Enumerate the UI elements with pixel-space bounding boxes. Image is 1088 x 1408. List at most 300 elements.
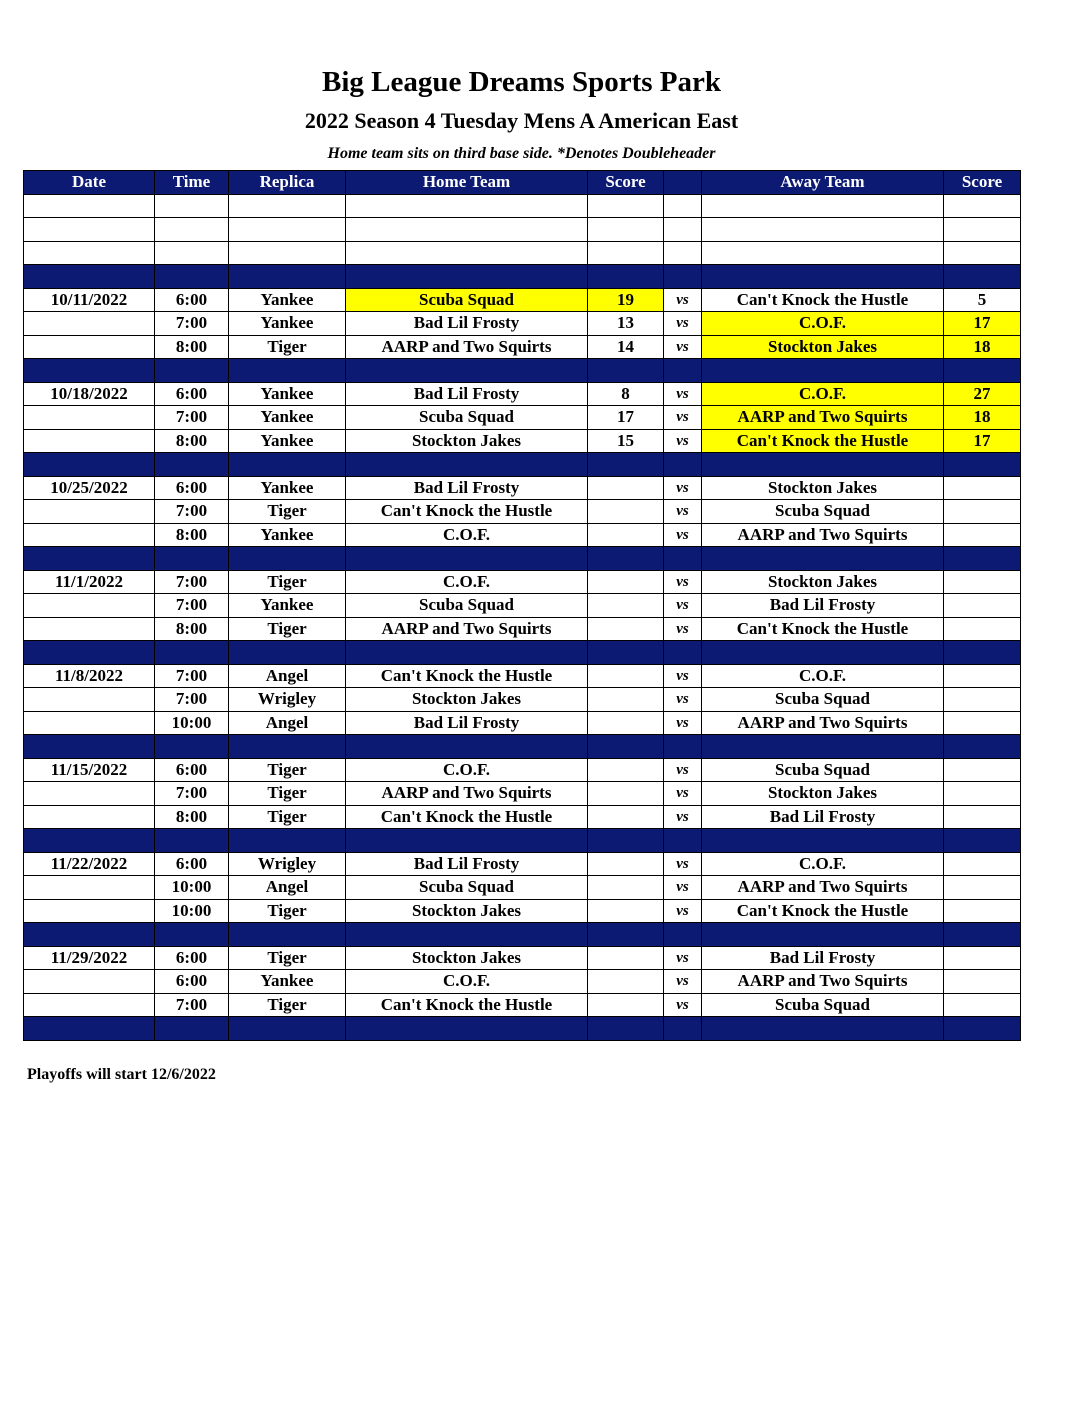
date-cell: 11/8/2022 <box>24 664 155 688</box>
date-cell <box>24 782 155 806</box>
home-score-cell: 14 <box>588 335 664 359</box>
vs-cell <box>664 218 702 242</box>
time-cell: 10:00 <box>155 711 229 735</box>
week-separator-row <box>24 641 1021 665</box>
replica-cell: Tiger <box>229 946 346 970</box>
schedule-table <box>23 170 1021 1041</box>
time-cell: 7:00 <box>155 782 229 806</box>
time-cell: 8:00 <box>155 617 229 641</box>
game-row <box>24 312 1021 336</box>
home-score-cell <box>588 500 664 524</box>
time-cell <box>155 641 229 665</box>
game-row <box>24 970 1021 994</box>
replica-cell <box>229 265 346 289</box>
vs-cell: vs <box>664 406 702 430</box>
away-score-cell: 18 <box>944 335 1021 359</box>
away-score-cell: 5 <box>944 288 1021 312</box>
replica-cell <box>229 453 346 477</box>
away-team-cell: Stockton Jakes <box>702 570 944 594</box>
date-cell <box>24 453 155 477</box>
game-row <box>24 993 1021 1017</box>
date-cell <box>24 359 155 383</box>
replica-cell <box>229 218 346 242</box>
away-score-cell <box>944 923 1021 947</box>
home-team-cell: Can't Knock the Hustle <box>346 993 588 1017</box>
replica-cell: Wrigley <box>229 688 346 712</box>
date-cell <box>24 335 155 359</box>
date-cell: 11/1/2022 <box>24 570 155 594</box>
game-row <box>24 852 1021 876</box>
home-team-cell: Bad Lil Frosty <box>346 382 588 406</box>
home-score-cell <box>588 523 664 547</box>
game-row <box>24 500 1021 524</box>
game-row <box>24 594 1021 618</box>
time-cell <box>155 194 229 218</box>
home-team-cell <box>346 359 588 383</box>
replica-cell: Tiger <box>229 993 346 1017</box>
away-team-cell: AARP and Two Squirts <box>702 711 944 735</box>
game-row <box>24 429 1021 453</box>
vs-cell: vs <box>664 805 702 829</box>
away-team-cell <box>702 641 944 665</box>
away-team-cell <box>702 194 944 218</box>
replica-cell: Yankee <box>229 970 346 994</box>
week-separator-row <box>24 547 1021 571</box>
away-score-cell <box>944 523 1021 547</box>
home-team-cell <box>346 453 588 477</box>
away-score-cell <box>944 946 1021 970</box>
col-header-date: Date <box>24 171 155 195</box>
away-team-cell: Stockton Jakes <box>702 476 944 500</box>
away-team-cell: Can't Knock the Hustle <box>702 899 944 923</box>
home-team-cell <box>346 265 588 289</box>
vs-cell: vs <box>664 594 702 618</box>
blank-row <box>24 194 1021 218</box>
away-team-cell: C.O.F. <box>702 664 944 688</box>
away-score-cell <box>944 500 1021 524</box>
time-cell: 7:00 <box>155 312 229 336</box>
away-score-cell <box>944 876 1021 900</box>
game-row <box>24 688 1021 712</box>
date-cell: 10/25/2022 <box>24 476 155 500</box>
time-cell <box>155 218 229 242</box>
week-separator-row <box>24 735 1021 759</box>
home-team-cell: Bad Lil Frosty <box>346 476 588 500</box>
home-team-cell: Scuba Squad <box>346 876 588 900</box>
away-team-cell: C.O.F. <box>702 382 944 406</box>
header-row <box>24 171 1021 195</box>
game-row <box>24 406 1021 430</box>
blank-row <box>24 241 1021 265</box>
home-team-cell: AARP and Two Squirts <box>346 335 588 359</box>
vs-cell <box>664 735 702 759</box>
home-team-cell <box>346 194 588 218</box>
game-row <box>24 946 1021 970</box>
time-cell: 10:00 <box>155 899 229 923</box>
home-score-cell: 15 <box>588 429 664 453</box>
vs-cell <box>664 641 702 665</box>
week-separator-row <box>24 829 1021 853</box>
col-header-away-team: Away Team <box>702 171 944 195</box>
week-separator-row <box>24 1017 1021 1041</box>
home-score-cell <box>588 617 664 641</box>
replica-cell: Yankee <box>229 312 346 336</box>
away-score-cell <box>944 852 1021 876</box>
vs-cell: vs <box>664 523 702 547</box>
away-score-cell <box>944 641 1021 665</box>
date-cell <box>24 1017 155 1041</box>
vs-cell: vs <box>664 617 702 641</box>
time-cell: 7:00 <box>155 406 229 430</box>
home-score-cell <box>588 453 664 477</box>
date-cell <box>24 218 155 242</box>
replica-cell: Tiger <box>229 899 346 923</box>
replica-cell: Yankee <box>229 594 346 618</box>
away-score-cell <box>944 218 1021 242</box>
home-score-cell <box>588 758 664 782</box>
date-cell <box>24 641 155 665</box>
vs-cell <box>664 923 702 947</box>
home-score-cell <box>588 476 664 500</box>
home-score-cell <box>588 194 664 218</box>
replica-cell: Tiger <box>229 617 346 641</box>
time-cell: 8:00 <box>155 523 229 547</box>
home-score-cell <box>588 782 664 806</box>
replica-cell <box>229 194 346 218</box>
vs-cell: vs <box>664 382 702 406</box>
away-score-cell <box>944 688 1021 712</box>
vs-cell: vs <box>664 429 702 453</box>
away-score-cell <box>944 782 1021 806</box>
home-team-cell: C.O.F. <box>346 570 588 594</box>
time-cell: 8:00 <box>155 805 229 829</box>
home-team-cell <box>346 829 588 853</box>
vs-cell <box>664 1017 702 1041</box>
game-row <box>24 288 1021 312</box>
replica-cell: Wrigley <box>229 852 346 876</box>
away-team-cell: Bad Lil Frosty <box>702 594 944 618</box>
week-separator-row <box>24 453 1021 477</box>
time-cell <box>155 1017 229 1041</box>
col-header-home-team: Home Team <box>346 171 588 195</box>
replica-cell: Tiger <box>229 805 346 829</box>
game-row <box>24 523 1021 547</box>
home-score-cell <box>588 688 664 712</box>
home-score-cell <box>588 735 664 759</box>
playoffs-note: Playoffs will start 12/6/2022 <box>27 1066 216 1083</box>
replica-cell: Tiger <box>229 570 346 594</box>
home-score-cell <box>588 899 664 923</box>
time-cell: 7:00 <box>155 570 229 594</box>
time-cell: 7:00 <box>155 993 229 1017</box>
away-team-cell: Stockton Jakes <box>702 782 944 806</box>
home-score-cell <box>588 359 664 383</box>
home-team-cell: Bad Lil Frosty <box>346 312 588 336</box>
away-team-cell <box>702 829 944 853</box>
game-row <box>24 476 1021 500</box>
game-row <box>24 876 1021 900</box>
date-cell <box>24 265 155 289</box>
date-cell <box>24 429 155 453</box>
home-score-cell: 19 <box>588 288 664 312</box>
date-cell <box>24 688 155 712</box>
time-cell: 7:00 <box>155 688 229 712</box>
away-score-cell <box>944 476 1021 500</box>
away-team-cell: Bad Lil Frosty <box>702 946 944 970</box>
col-header-time: Time <box>155 171 229 195</box>
date-cell <box>24 970 155 994</box>
game-row <box>24 617 1021 641</box>
away-team-cell: AARP and Two Squirts <box>702 523 944 547</box>
away-team-cell: Scuba Squad <box>702 500 944 524</box>
home-team-cell: Scuba Squad <box>346 594 588 618</box>
replica-cell: Yankee <box>229 382 346 406</box>
vs-cell: vs <box>664 970 702 994</box>
replica-cell: Tiger <box>229 758 346 782</box>
away-team-cell <box>702 547 944 571</box>
home-team-cell: C.O.F. <box>346 523 588 547</box>
date-cell <box>24 993 155 1017</box>
home-team-cell <box>346 241 588 265</box>
away-team-cell <box>702 453 944 477</box>
date-cell <box>24 312 155 336</box>
time-cell <box>155 359 229 383</box>
week-separator-row <box>24 265 1021 289</box>
date-cell: 10/18/2022 <box>24 382 155 406</box>
home-team-cell: Bad Lil Frosty <box>346 852 588 876</box>
col-header-vs <box>664 171 702 195</box>
game-row <box>24 782 1021 806</box>
home-team-cell: C.O.F. <box>346 970 588 994</box>
away-score-cell: 17 <box>944 429 1021 453</box>
away-score-cell <box>944 594 1021 618</box>
time-cell <box>155 547 229 571</box>
home-team-cell <box>346 1017 588 1041</box>
week-separator-row <box>24 359 1021 383</box>
away-team-cell <box>702 265 944 289</box>
vs-cell: vs <box>664 476 702 500</box>
home-score-cell <box>588 876 664 900</box>
away-score-cell <box>944 735 1021 759</box>
home-team-cell: Stockton Jakes <box>346 429 588 453</box>
home-score-cell <box>588 970 664 994</box>
replica-cell: Angel <box>229 876 346 900</box>
date-cell: 11/22/2022 <box>24 852 155 876</box>
away-team-cell <box>702 241 944 265</box>
away-score-cell: 17 <box>944 312 1021 336</box>
time-cell: 6:00 <box>155 758 229 782</box>
away-score-cell: 18 <box>944 406 1021 430</box>
replica-cell: Tiger <box>229 782 346 806</box>
replica-cell: Tiger <box>229 500 346 524</box>
home-team-cell: Can't Knock the Hustle <box>346 500 588 524</box>
home-score-cell <box>588 594 664 618</box>
home-score-cell: 17 <box>588 406 664 430</box>
game-row <box>24 664 1021 688</box>
time-cell <box>155 453 229 477</box>
game-row <box>24 335 1021 359</box>
vs-cell <box>664 453 702 477</box>
home-score-cell <box>588 1017 664 1041</box>
week-separator-row <box>24 923 1021 947</box>
game-row <box>24 382 1021 406</box>
replica-cell <box>229 923 346 947</box>
time-cell: 6:00 <box>155 970 229 994</box>
date-cell <box>24 899 155 923</box>
vs-cell: vs <box>664 500 702 524</box>
time-cell <box>155 923 229 947</box>
home-score-cell <box>588 664 664 688</box>
away-team-cell: AARP and Two Squirts <box>702 876 944 900</box>
date-cell <box>24 241 155 265</box>
away-score-cell <box>944 359 1021 383</box>
home-team-cell: AARP and Two Squirts <box>346 782 588 806</box>
vs-cell <box>664 194 702 218</box>
time-cell: 6:00 <box>155 382 229 406</box>
home-team-cell <box>346 218 588 242</box>
date-cell <box>24 194 155 218</box>
away-score-cell <box>944 993 1021 1017</box>
time-cell <box>155 265 229 289</box>
game-row <box>24 711 1021 735</box>
replica-cell: Yankee <box>229 523 346 547</box>
away-score-cell <box>944 194 1021 218</box>
date-cell <box>24 829 155 853</box>
away-score-cell <box>944 899 1021 923</box>
vs-cell <box>664 241 702 265</box>
away-team-cell: Can't Knock the Hustle <box>702 288 944 312</box>
date-cell <box>24 406 155 430</box>
blank-row <box>24 218 1021 242</box>
replica-cell <box>229 359 346 383</box>
away-team-cell: AARP and Two Squirts <box>702 406 944 430</box>
away-team-cell <box>702 359 944 383</box>
away-team-cell: Scuba Squad <box>702 993 944 1017</box>
vs-cell: vs <box>664 688 702 712</box>
home-team-cell: AARP and Two Squirts <box>346 617 588 641</box>
game-row <box>24 805 1021 829</box>
vs-cell: vs <box>664 782 702 806</box>
away-team-cell <box>702 923 944 947</box>
home-score-cell <box>588 570 664 594</box>
replica-cell <box>229 1017 346 1041</box>
home-score-cell <box>588 852 664 876</box>
home-team-cell: C.O.F. <box>346 758 588 782</box>
time-cell: 7:00 <box>155 500 229 524</box>
vs-cell: vs <box>664 852 702 876</box>
date-cell <box>24 711 155 735</box>
vs-cell: vs <box>664 570 702 594</box>
game-row <box>24 758 1021 782</box>
away-team-cell <box>702 1017 944 1041</box>
away-score-cell <box>944 758 1021 782</box>
time-cell: 10:00 <box>155 876 229 900</box>
home-score-cell: 8 <box>588 382 664 406</box>
date-cell <box>24 523 155 547</box>
home-team-cell: Scuba Squad <box>346 288 588 312</box>
away-team-cell: Bad Lil Frosty <box>702 805 944 829</box>
date-cell <box>24 805 155 829</box>
date-cell <box>24 735 155 759</box>
replica-cell <box>229 641 346 665</box>
game-row <box>24 899 1021 923</box>
home-score-cell: 13 <box>588 312 664 336</box>
away-team-cell: Scuba Squad <box>702 758 944 782</box>
away-team-cell: Can't Knock the Hustle <box>702 617 944 641</box>
date-cell <box>24 617 155 641</box>
away-team-cell: C.O.F. <box>702 852 944 876</box>
vs-cell: vs <box>664 335 702 359</box>
vs-cell: vs <box>664 711 702 735</box>
replica-cell: Angel <box>229 664 346 688</box>
date-cell <box>24 547 155 571</box>
replica-cell <box>229 241 346 265</box>
vs-cell: vs <box>664 758 702 782</box>
replica-cell <box>229 735 346 759</box>
vs-cell: vs <box>664 312 702 336</box>
away-score-cell <box>944 547 1021 571</box>
away-score-cell <box>944 829 1021 853</box>
replica-cell: Yankee <box>229 429 346 453</box>
time-cell: 6:00 <box>155 852 229 876</box>
home-score-cell <box>588 829 664 853</box>
vs-cell <box>664 547 702 571</box>
away-score-cell <box>944 711 1021 735</box>
home-team-cell: Stockton Jakes <box>346 899 588 923</box>
page-subtitle: 2022 Season 4 Tuesday Mens A American East <box>304 108 739 133</box>
home-team-cell: Scuba Squad <box>346 406 588 430</box>
time-cell: 6:00 <box>155 946 229 970</box>
home-team-cell: Stockton Jakes <box>346 688 588 712</box>
replica-cell: Yankee <box>229 406 346 430</box>
home-score-cell <box>588 641 664 665</box>
away-score-cell <box>944 970 1021 994</box>
away-team-cell <box>702 735 944 759</box>
home-score-cell <box>588 265 664 289</box>
time-cell: 6:00 <box>155 476 229 500</box>
away-team-cell <box>702 218 944 242</box>
vs-cell <box>664 829 702 853</box>
vs-cell <box>664 359 702 383</box>
replica-cell: Angel <box>229 711 346 735</box>
vs-cell: vs <box>664 899 702 923</box>
home-team-cell: Bad Lil Frosty <box>346 711 588 735</box>
date-cell <box>24 594 155 618</box>
home-team-cell: Can't Knock the Hustle <box>346 805 588 829</box>
replica-cell <box>229 547 346 571</box>
away-team-cell: Scuba Squad <box>702 688 944 712</box>
home-team-cell <box>346 641 588 665</box>
time-cell: 8:00 <box>155 335 229 359</box>
home-score-cell <box>588 993 664 1017</box>
schedule-note: Home team sits on third base side. *Denotes Doubleheader <box>327 145 716 162</box>
home-team-cell: Stockton Jakes <box>346 946 588 970</box>
vs-cell: vs <box>664 946 702 970</box>
away-team-cell: Can't Knock the Hustle <box>702 429 944 453</box>
col-header-replica: Replica <box>229 171 346 195</box>
replica-cell: Yankee <box>229 288 346 312</box>
time-cell <box>155 735 229 759</box>
away-score-cell: 27 <box>944 382 1021 406</box>
date-cell <box>24 876 155 900</box>
time-cell: 8:00 <box>155 429 229 453</box>
home-score-cell <box>588 923 664 947</box>
vs-cell: vs <box>664 288 702 312</box>
date-cell: 11/29/2022 <box>24 946 155 970</box>
home-team-cell <box>346 547 588 571</box>
date-cell: 10/11/2022 <box>24 288 155 312</box>
vs-cell: vs <box>664 876 702 900</box>
